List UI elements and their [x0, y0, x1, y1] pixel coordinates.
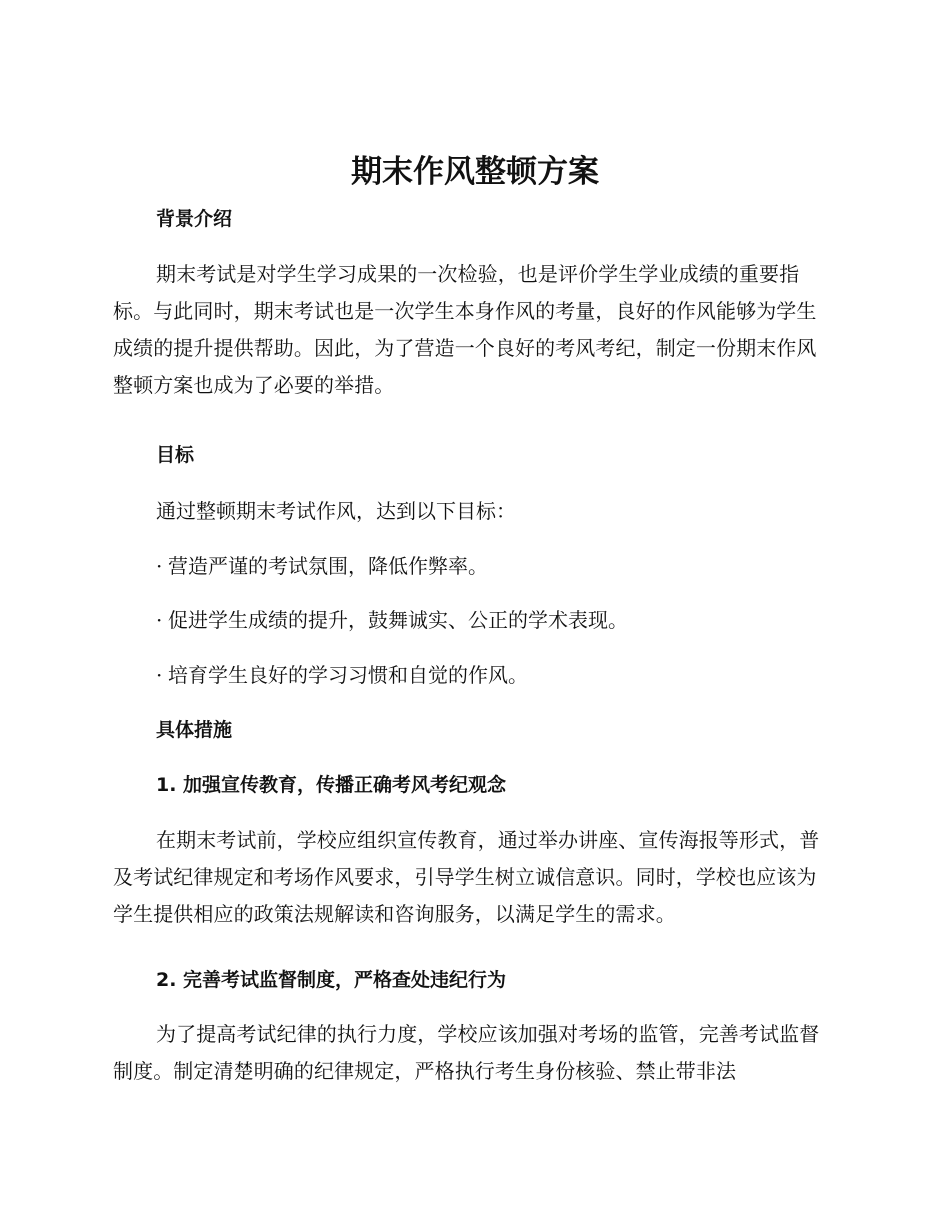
measure-heading-2: 2. 完善考试监督制度，严格查处违纪行为	[156, 969, 507, 991]
bullet-icon: ·	[156, 608, 163, 632]
bullet-icon: ·	[156, 554, 163, 578]
goal-item-text: 营造严谨的考试氛围，降低作弊率。	[168, 554, 488, 578]
goal-item	[156, 660, 528, 690]
goal-item	[156, 551, 488, 581]
goal-item-text: 促进学生成绩的提升，鼓舞诚实、公正的学术表现。	[168, 608, 628, 632]
goals-intro: 通过整顿期末考试作风，达到以下目标：	[156, 499, 516, 523]
measure-heading-1: 1. 加强宣传教育，传播正确考风考纪观念	[156, 774, 507, 796]
section-heading-measures: 具体措施	[156, 719, 233, 741]
document-title: 期末作风整顿方案	[351, 154, 599, 190]
section-heading-goals: 目标	[156, 444, 195, 466]
goal-item-text: 培育学生良好的学习习惯和自觉的作风。	[168, 663, 528, 687]
background-paragraph: 期末考试是对学生学习成果的一次检验，也是评价学生学业成绩的重要指标。与此同时，期末考试也是一次学生本身作风的考量，良好的作风能够为学生成绩的提升提供帮助。因此，为了营造一个良好的考风考纪，制定一份期末作风整顿方案也成为了必要的举措。	[113, 262, 817, 397]
goal-item	[156, 605, 628, 635]
section-heading-background: 背景介绍	[156, 208, 233, 230]
bullet-icon: ·	[156, 663, 163, 687]
measure-paragraph-2: 为了提高考试纪律的执行力度，学校应该加强对考场的监管，完善考试监督制度。制定清楚明确的纪律规定，严格执行考生身份核验、禁止带非法	[113, 1022, 820, 1083]
measure-paragraph-1: 在期末考试前，学校应组织宣传教育，通过举办讲座、宣传海报等形式，普及考试纪律规定和考场作风要求，引导学生树立诚信意识。同时，学校也应该为学生提供相应的政策法规解读和咨询服务，以满足学生的需求。	[113, 828, 820, 926]
